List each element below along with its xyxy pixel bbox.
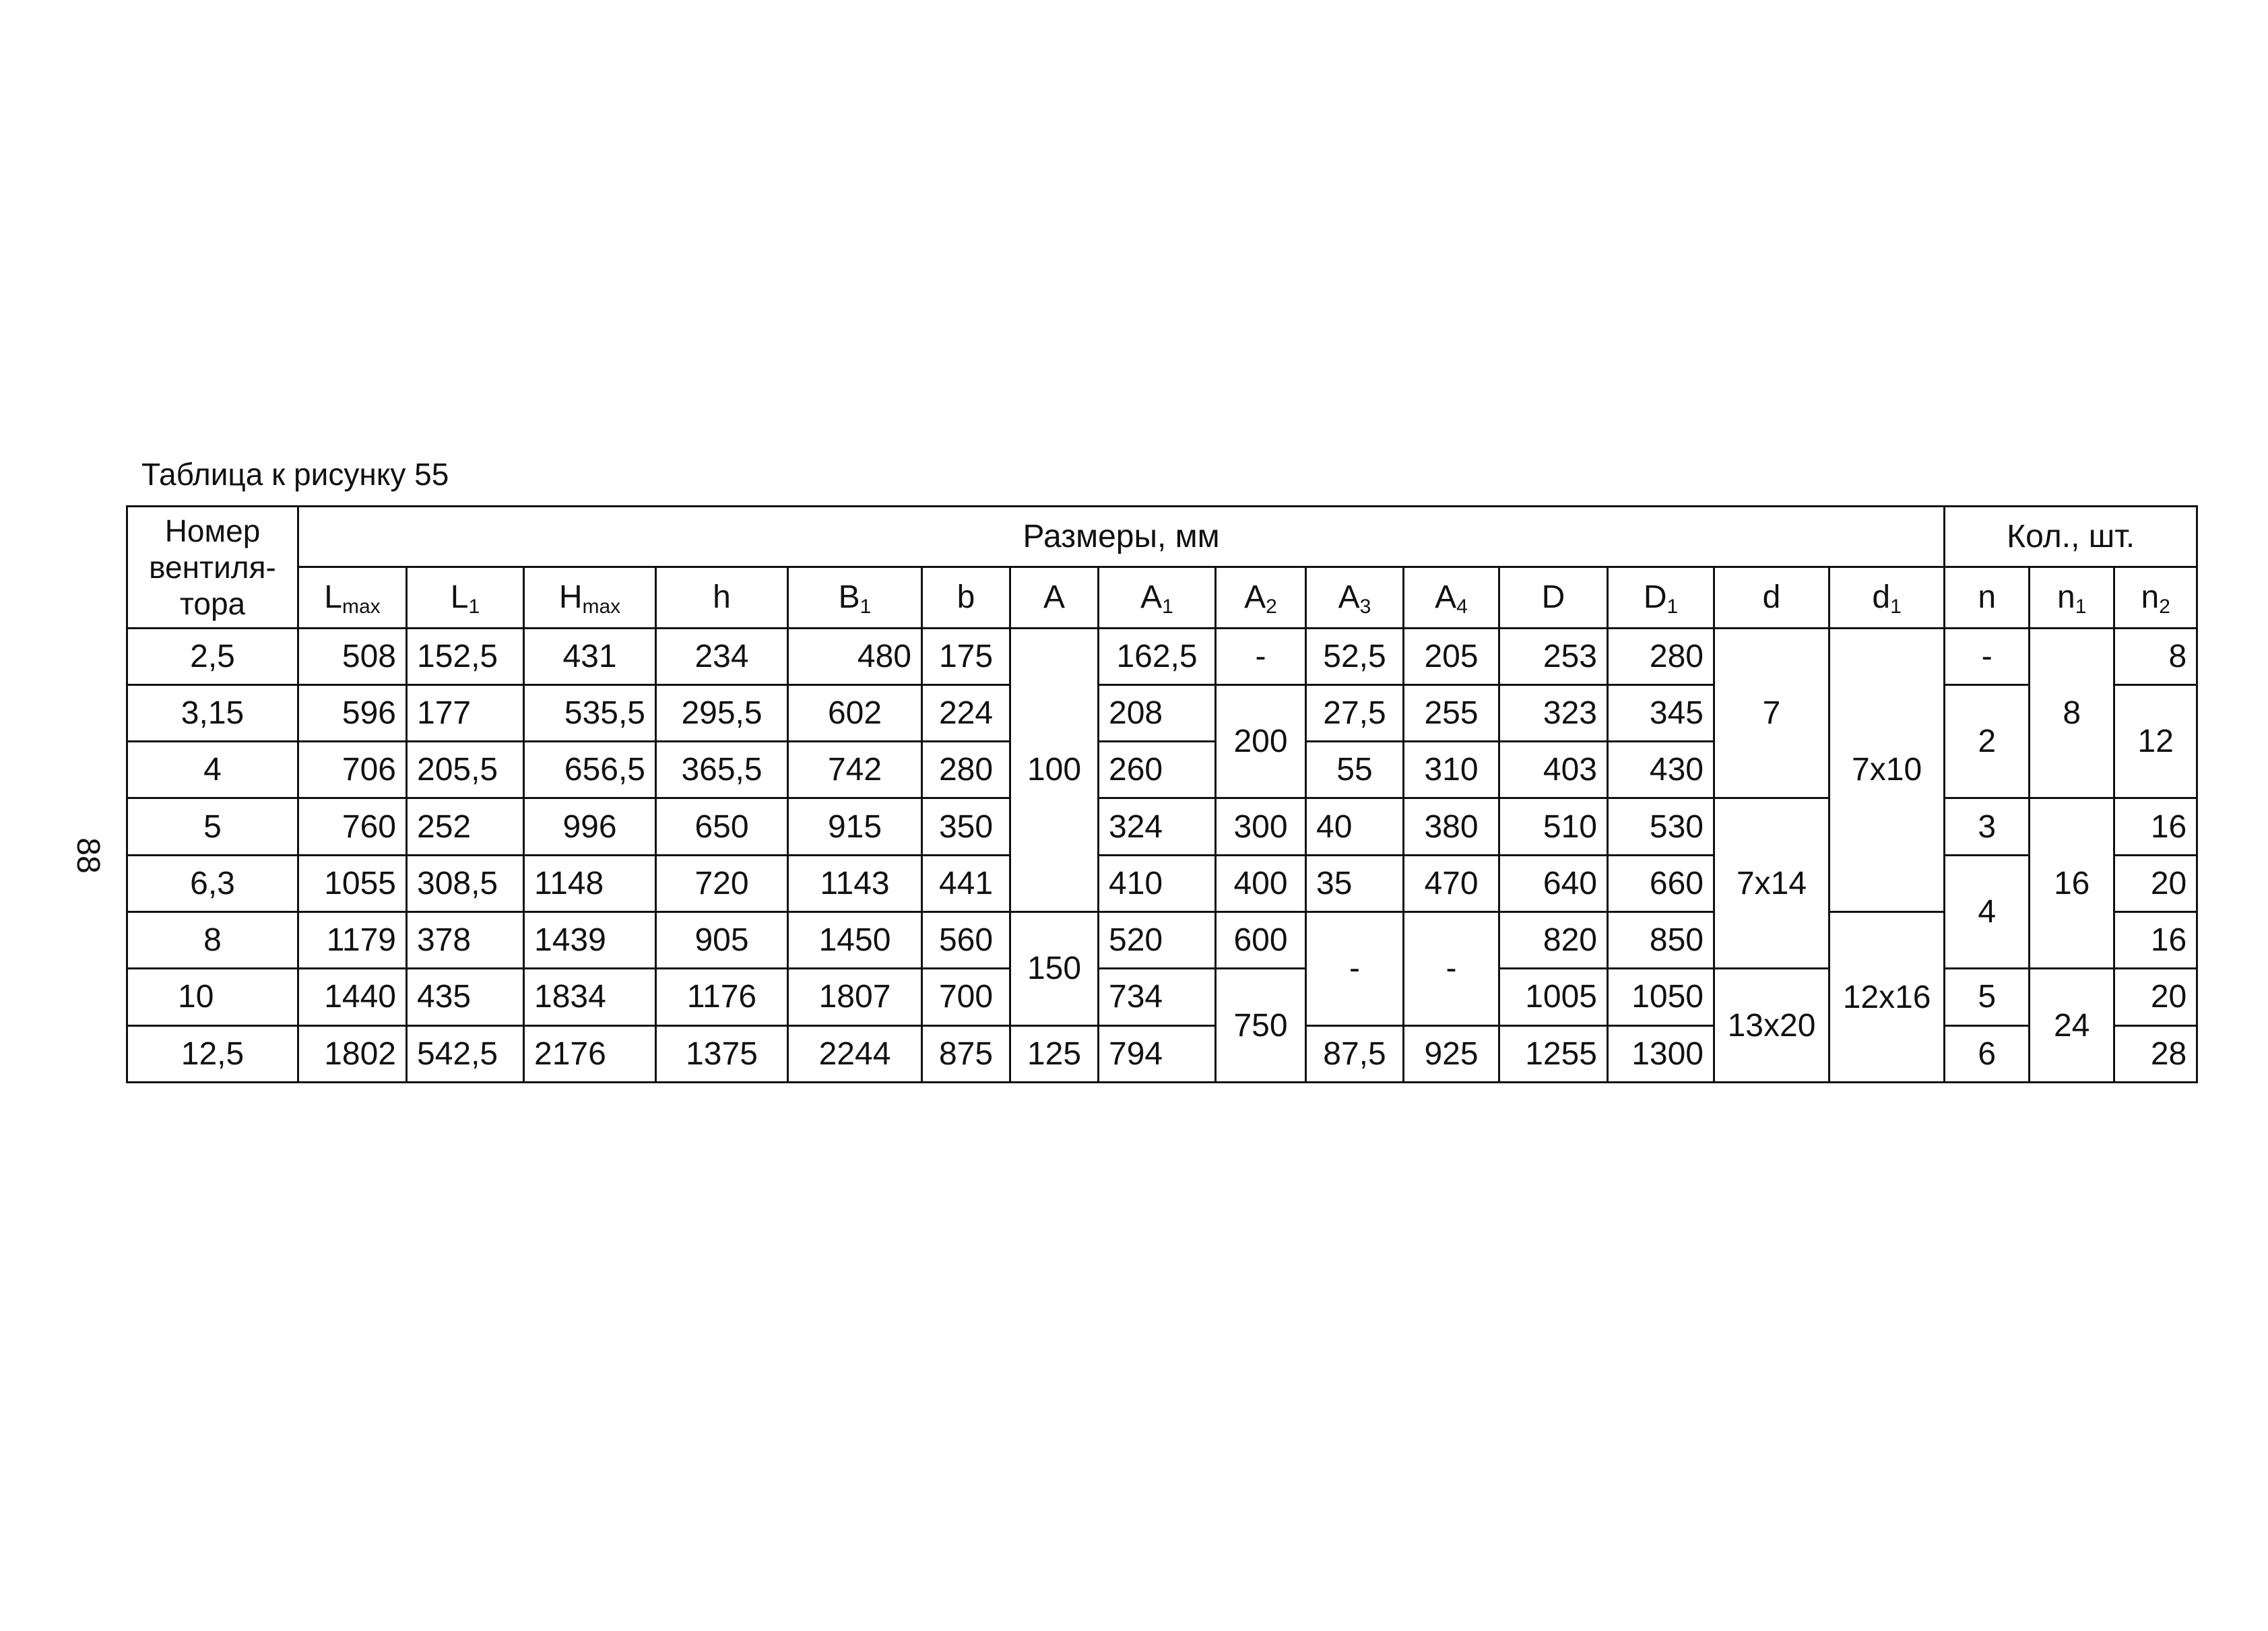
cell-n-merged: 4 [1945, 855, 2030, 969]
cell-d-upper: 253 [1499, 628, 1608, 684]
cell-b: 280 [922, 742, 1010, 798]
cell-d-upper: 1255 [1499, 1025, 1608, 1082]
cell-b1: 2244 [788, 1025, 922, 1082]
cell-n2: 28 [2114, 1025, 2197, 1082]
cell-b1: 915 [788, 798, 922, 855]
cell-h: 1375 [656, 1025, 788, 1082]
cell-hmax: 431 [524, 628, 656, 684]
cell-a1: 162,5 [1099, 628, 1216, 684]
cell-d1-upper: 430 [1608, 742, 1714, 798]
cell-n1-merged: 24 [2030, 969, 2114, 1083]
cell-fan: 2,5 [127, 628, 298, 684]
cell-a1: 734 [1099, 969, 1216, 1025]
cell-d1-upper: 530 [1608, 798, 1714, 855]
cell-hmax: 1439 [524, 912, 656, 969]
cell-l1: 152,5 [407, 628, 524, 684]
cell-d1-upper: 345 [1608, 684, 1714, 741]
cell-a1: 324 [1099, 798, 1216, 855]
cell-n-merged: 2 [1945, 684, 2030, 798]
cell-lmax: 1179 [298, 912, 407, 969]
cell-hmax: 1834 [524, 969, 656, 1025]
cell-a: 125 [1010, 1025, 1099, 1082]
cell-a4: 380 [1404, 798, 1499, 855]
cell-l1: 177 [407, 684, 524, 741]
cell-b1: 742 [788, 742, 922, 798]
cell-d1-upper: 1050 [1608, 969, 1714, 1025]
cell-h: 1176 [656, 969, 788, 1025]
cell-a2: 400 [1216, 855, 1306, 912]
cell-a4: 310 [1404, 742, 1499, 798]
cell-lmax: 596 [298, 684, 407, 741]
cell-fan: 3,15 [127, 684, 298, 741]
cell-n1-merged: 16 [2030, 798, 2114, 969]
cell-a4-merged: - [1404, 912, 1499, 1026]
cell-l1: 542,5 [407, 1025, 524, 1082]
table-row [127, 912, 2197, 969]
cell-b1: 1807 [788, 969, 922, 1025]
page-number: 88 [70, 837, 106, 874]
cell-lmax: 1440 [298, 969, 407, 1025]
cell-d1-upper: 660 [1608, 855, 1714, 912]
cell-lmax: 760 [298, 798, 407, 855]
cell-d-upper: 510 [1499, 798, 1608, 855]
cell-d1-merged: 12x16 [1829, 912, 1945, 1083]
header-a: A [1010, 567, 1099, 628]
cell-n: 3 [1945, 798, 2030, 855]
cell-n1-merged: 8 [2030, 628, 2114, 798]
cell-a1: 520 [1099, 912, 1216, 969]
header-fan-number: Номер вентиля-тора [127, 507, 298, 629]
cell-d-merged: 13x20 [1714, 969, 1829, 1083]
cell-h: 905 [656, 912, 788, 969]
cell-a2: - [1216, 628, 1306, 684]
header-a3: $A_3$ [1306, 567, 1404, 628]
header-n: n [1945, 567, 2030, 628]
header-d-lower: d [1714, 567, 1829, 628]
cell-hmax: 996 [524, 798, 656, 855]
header-a4: $A_4$ [1404, 567, 1499, 628]
cell-d1-merged: 7x10 [1829, 628, 1945, 912]
cell-a-merged: 100 [1010, 628, 1099, 912]
cell-d-upper: 403 [1499, 742, 1608, 798]
cell-fan: 5 [127, 798, 298, 855]
cell-n2: 16 [2114, 798, 2197, 855]
cell-fan: 8 [127, 912, 298, 969]
cell-a3: 55 [1306, 742, 1404, 798]
cell-l1: 435 [407, 969, 524, 1025]
cell-b1: 1450 [788, 912, 922, 969]
header-a2: $A_2$ [1216, 567, 1306, 628]
cell-a3: 35 [1306, 855, 1404, 912]
cell-lmax: 706 [298, 742, 407, 798]
cell-n: 5 [1945, 969, 2030, 1025]
cell-n2: 16 [2114, 912, 2197, 969]
cell-l1: 308,5 [407, 855, 524, 912]
cell-n: - [1945, 628, 2030, 684]
cell-d-upper: 640 [1499, 855, 1608, 912]
table-row [127, 628, 2197, 684]
cell-b: 441 [922, 855, 1010, 912]
header-n2: $n_2$ [2114, 567, 2197, 628]
cell-n2: 8 [2114, 628, 2197, 684]
cell-a-merged: 150 [1010, 912, 1099, 1026]
cell-h: 365,5 [656, 742, 788, 798]
cell-lmax: 1802 [298, 1025, 407, 1082]
cell-a4: 255 [1404, 684, 1499, 741]
header-lmax: $L_{max}$ [298, 567, 407, 628]
cell-d-upper: 323 [1499, 684, 1608, 741]
cell-d-merged: 7 [1714, 628, 1829, 798]
cell-a1: 794 [1099, 1025, 1216, 1082]
cell-a4: 925 [1404, 1025, 1499, 1082]
cell-b1: 1143 [788, 855, 922, 912]
cell-h: 650 [656, 798, 788, 855]
header-b1: $B_1$ [788, 567, 922, 628]
cell-d-merged: 7x14 [1714, 798, 1829, 969]
cell-d1-upper: 850 [1608, 912, 1714, 969]
cell-fan: 12,5 [127, 1025, 298, 1082]
cell-a1: 410 [1099, 855, 1216, 912]
cell-a3-merged: - [1306, 912, 1404, 1026]
cell-b: 175 [922, 628, 1010, 684]
cell-b1: 602 [788, 684, 922, 741]
cell-n: 6 [1945, 1025, 2030, 1082]
cell-b: 700 [922, 969, 1010, 1025]
cell-hmax: 535,5 [524, 684, 656, 741]
header-d1-upper: $D_1$ [1608, 567, 1714, 628]
header-d-upper: D [1499, 567, 1608, 628]
cell-b: 224 [922, 684, 1010, 741]
cell-a2-merged: 750 [1216, 969, 1306, 1083]
cell-d-upper: 1005 [1499, 969, 1608, 1025]
header-d1-lower: $d_1$ [1829, 567, 1945, 628]
header-l1: $L_1$ [407, 567, 524, 628]
header-hmax: $H_{max}$ [524, 567, 656, 628]
cell-l1: 378 [407, 912, 524, 969]
cell-h: 295,5 [656, 684, 788, 741]
cell-a3: 87,5 [1306, 1025, 1404, 1082]
cell-l1: 252 [407, 798, 524, 855]
cell-b: 560 [922, 912, 1010, 969]
header-n1: $n_1$ [2030, 567, 2114, 628]
cell-a1: 208 [1099, 684, 1216, 741]
cell-a2: 600 [1216, 912, 1306, 969]
cell-hmax: 656,5 [524, 742, 656, 798]
cell-hmax: 1148 [524, 855, 656, 912]
cell-l1: 205,5 [407, 742, 524, 798]
cell-a2: 300 [1216, 798, 1306, 855]
cell-n2: 20 [2114, 855, 2197, 912]
cell-a4: 205 [1404, 628, 1499, 684]
header-a1: $A_1$ [1099, 567, 1216, 628]
cell-h: 720 [656, 855, 788, 912]
cell-lmax: 1055 [298, 855, 407, 912]
cell-n2: 20 [2114, 969, 2197, 1025]
cell-fan: 10 [127, 969, 298, 1025]
cell-a3: 52,5 [1306, 628, 1404, 684]
header-b: b [922, 567, 1010, 628]
cell-hmax: 2176 [524, 1025, 656, 1082]
cell-fan: 4 [127, 742, 298, 798]
cell-b: 875 [922, 1025, 1010, 1082]
cell-a2-merged: 200 [1216, 684, 1306, 798]
cell-d-upper: 820 [1499, 912, 1608, 969]
cell-n2-merged: 12 [2114, 684, 2197, 798]
cell-fan: 6,3 [127, 855, 298, 912]
cell-a3: 40 [1306, 798, 1404, 855]
table-caption: Таблица к рисунку 55 [141, 457, 449, 492]
header-count-group: Кол., шт. [1945, 507, 2197, 567]
header-h: h [656, 567, 788, 628]
cell-lmax: 508 [298, 628, 407, 684]
cell-a1: 260 [1099, 742, 1216, 798]
cell-h: 234 [656, 628, 788, 684]
cell-d1-upper: 280 [1608, 628, 1714, 684]
header-dimensions-group: Размеры, мм [298, 507, 1945, 567]
cell-d1-upper: 1300 [1608, 1025, 1714, 1082]
cell-a4: 470 [1404, 855, 1499, 912]
fan-dimensions-table [126, 505, 2198, 1083]
cell-b1: 480 [788, 628, 922, 684]
cell-a3: 27,5 [1306, 684, 1404, 741]
cell-b: 350 [922, 798, 1010, 855]
